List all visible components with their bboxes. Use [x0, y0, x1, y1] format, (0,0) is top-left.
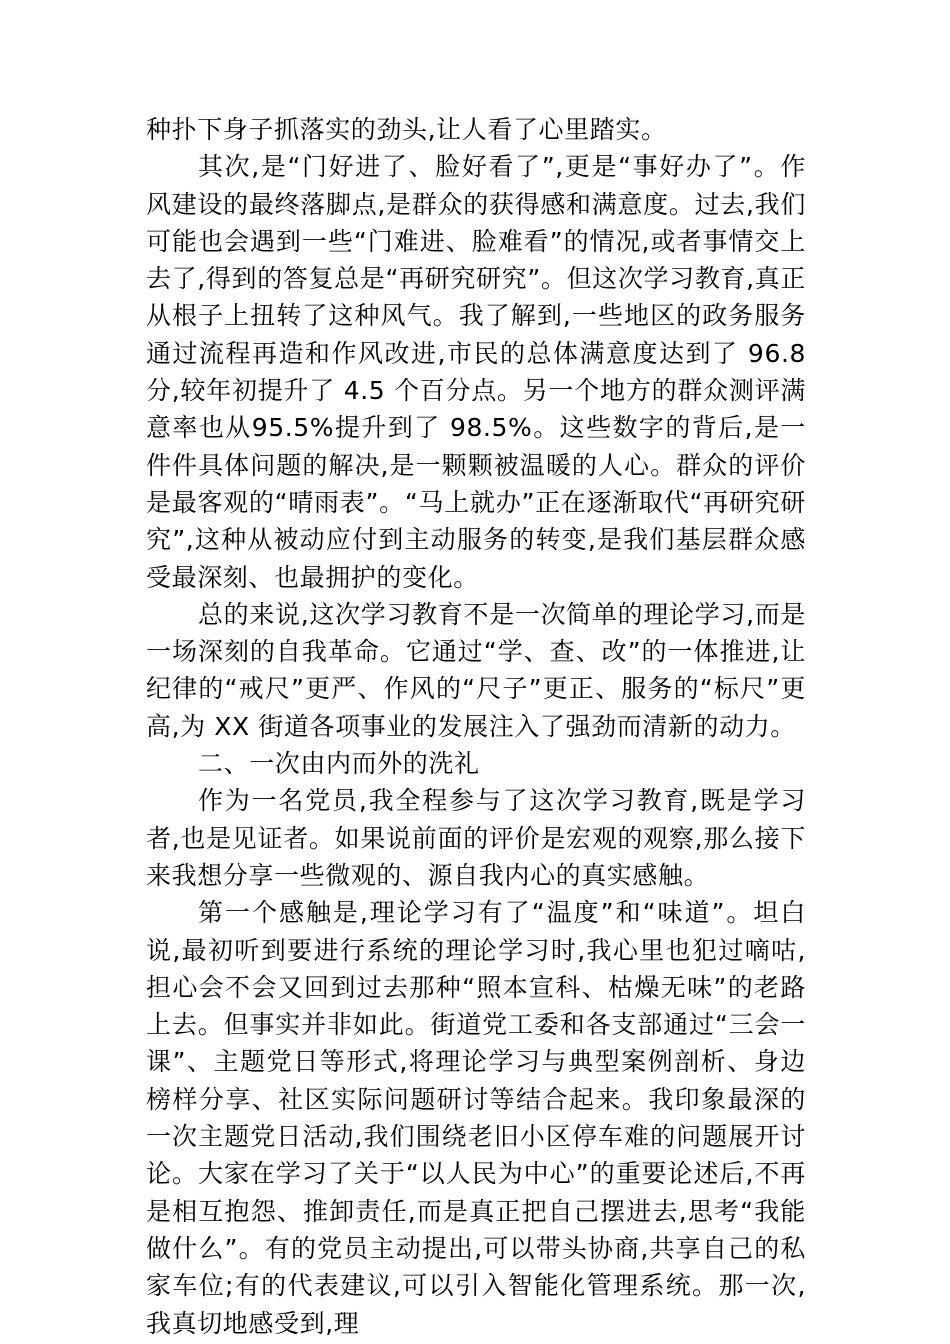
paragraph-first-feeling: 第一个感触是,理论学习有了“温度”和“味道”。坦白说,最初听到要进行系统的理论学习时,我心里也犯过嘀咕,担心会不会又回到过去那种“照本宣科、枯燥无味”的老路上去。但事实并非如此。街道党工委和各支部通过“三会一课”、主题党日等形式,将理论学习与典型案例剖析、身边榜样分享、社区实际问题研讨等结合起来。我印象最深的一次主题党日活动,我们围绕老旧小区停车难的问题展开讨论。大家在学习了关于“以人民为中心”的重要论述后,不再是相互抱怨、推卸责任,而是真正把自己摆进去,思考“我能做什么”。有的党员主动提出,可以带头协商,共享自己的私家车位;有的代表建议,可以引入智能化管理系统。那一次,我真切地感受到,理: [146, 898, 806, 1338]
paragraph-service-improvement: 其次,是“门好进了、脸好看了”,更是“事好办了”。作风建设的最终落脚点,是群众的获得感和满意度。过去,我们可能也会遇到一些“门难进、脸难看”的情况,或者事情交上去了,得到的答复总是“再研究研究”。但这次学习教育,真正从根子上扭转了这种风气。我了解到,一些地区的政务服务通过流程再造和作风改进,市民的总体满意度达到了 96.8 分,较年初提升了 4.5 个百分点。另一个地方的群众测评满意率也从95.5%提升到了 98.5%。这些数字的背后,是一件件具体问题的解决,是一颗颗被温暖的人心。群众的评价是最客观的“晴雨表”。“马上就办”正在逐渐取代“再研究研究”,这种从被动应付到主动服务的转变,是我们基层群众感受最深刻、也最拥护的变化。: [146, 152, 806, 592]
section-heading: 二、一次由内而外的洗礼: [198, 749, 480, 779]
paragraph-summary: 总的来说,这次学习教育不是一次简单的理论学习,而是一场深刻的自我革命。它通过“学、查、改”的一体推进,让纪律的“戒尺”更严、作风的“尺子”更正、服务的“标尺”更高,为 XX 街道各项事业的发展注入了强劲而清新的动力。: [146, 599, 806, 741]
paragraph-participation: 作为一名党员,我全程参与了这次学习教育,既是学习者,也是见证者。如果说前面的评价是宏观的观察,那么接下来我想分享一些微观的、源自我内心的真实感触。: [146, 786, 806, 890]
paragraph-continuation: 种扑下身子抓落实的劲头,让人看了心里踏实。: [146, 115, 667, 144]
document-body: [146, 111, 806, 1342]
